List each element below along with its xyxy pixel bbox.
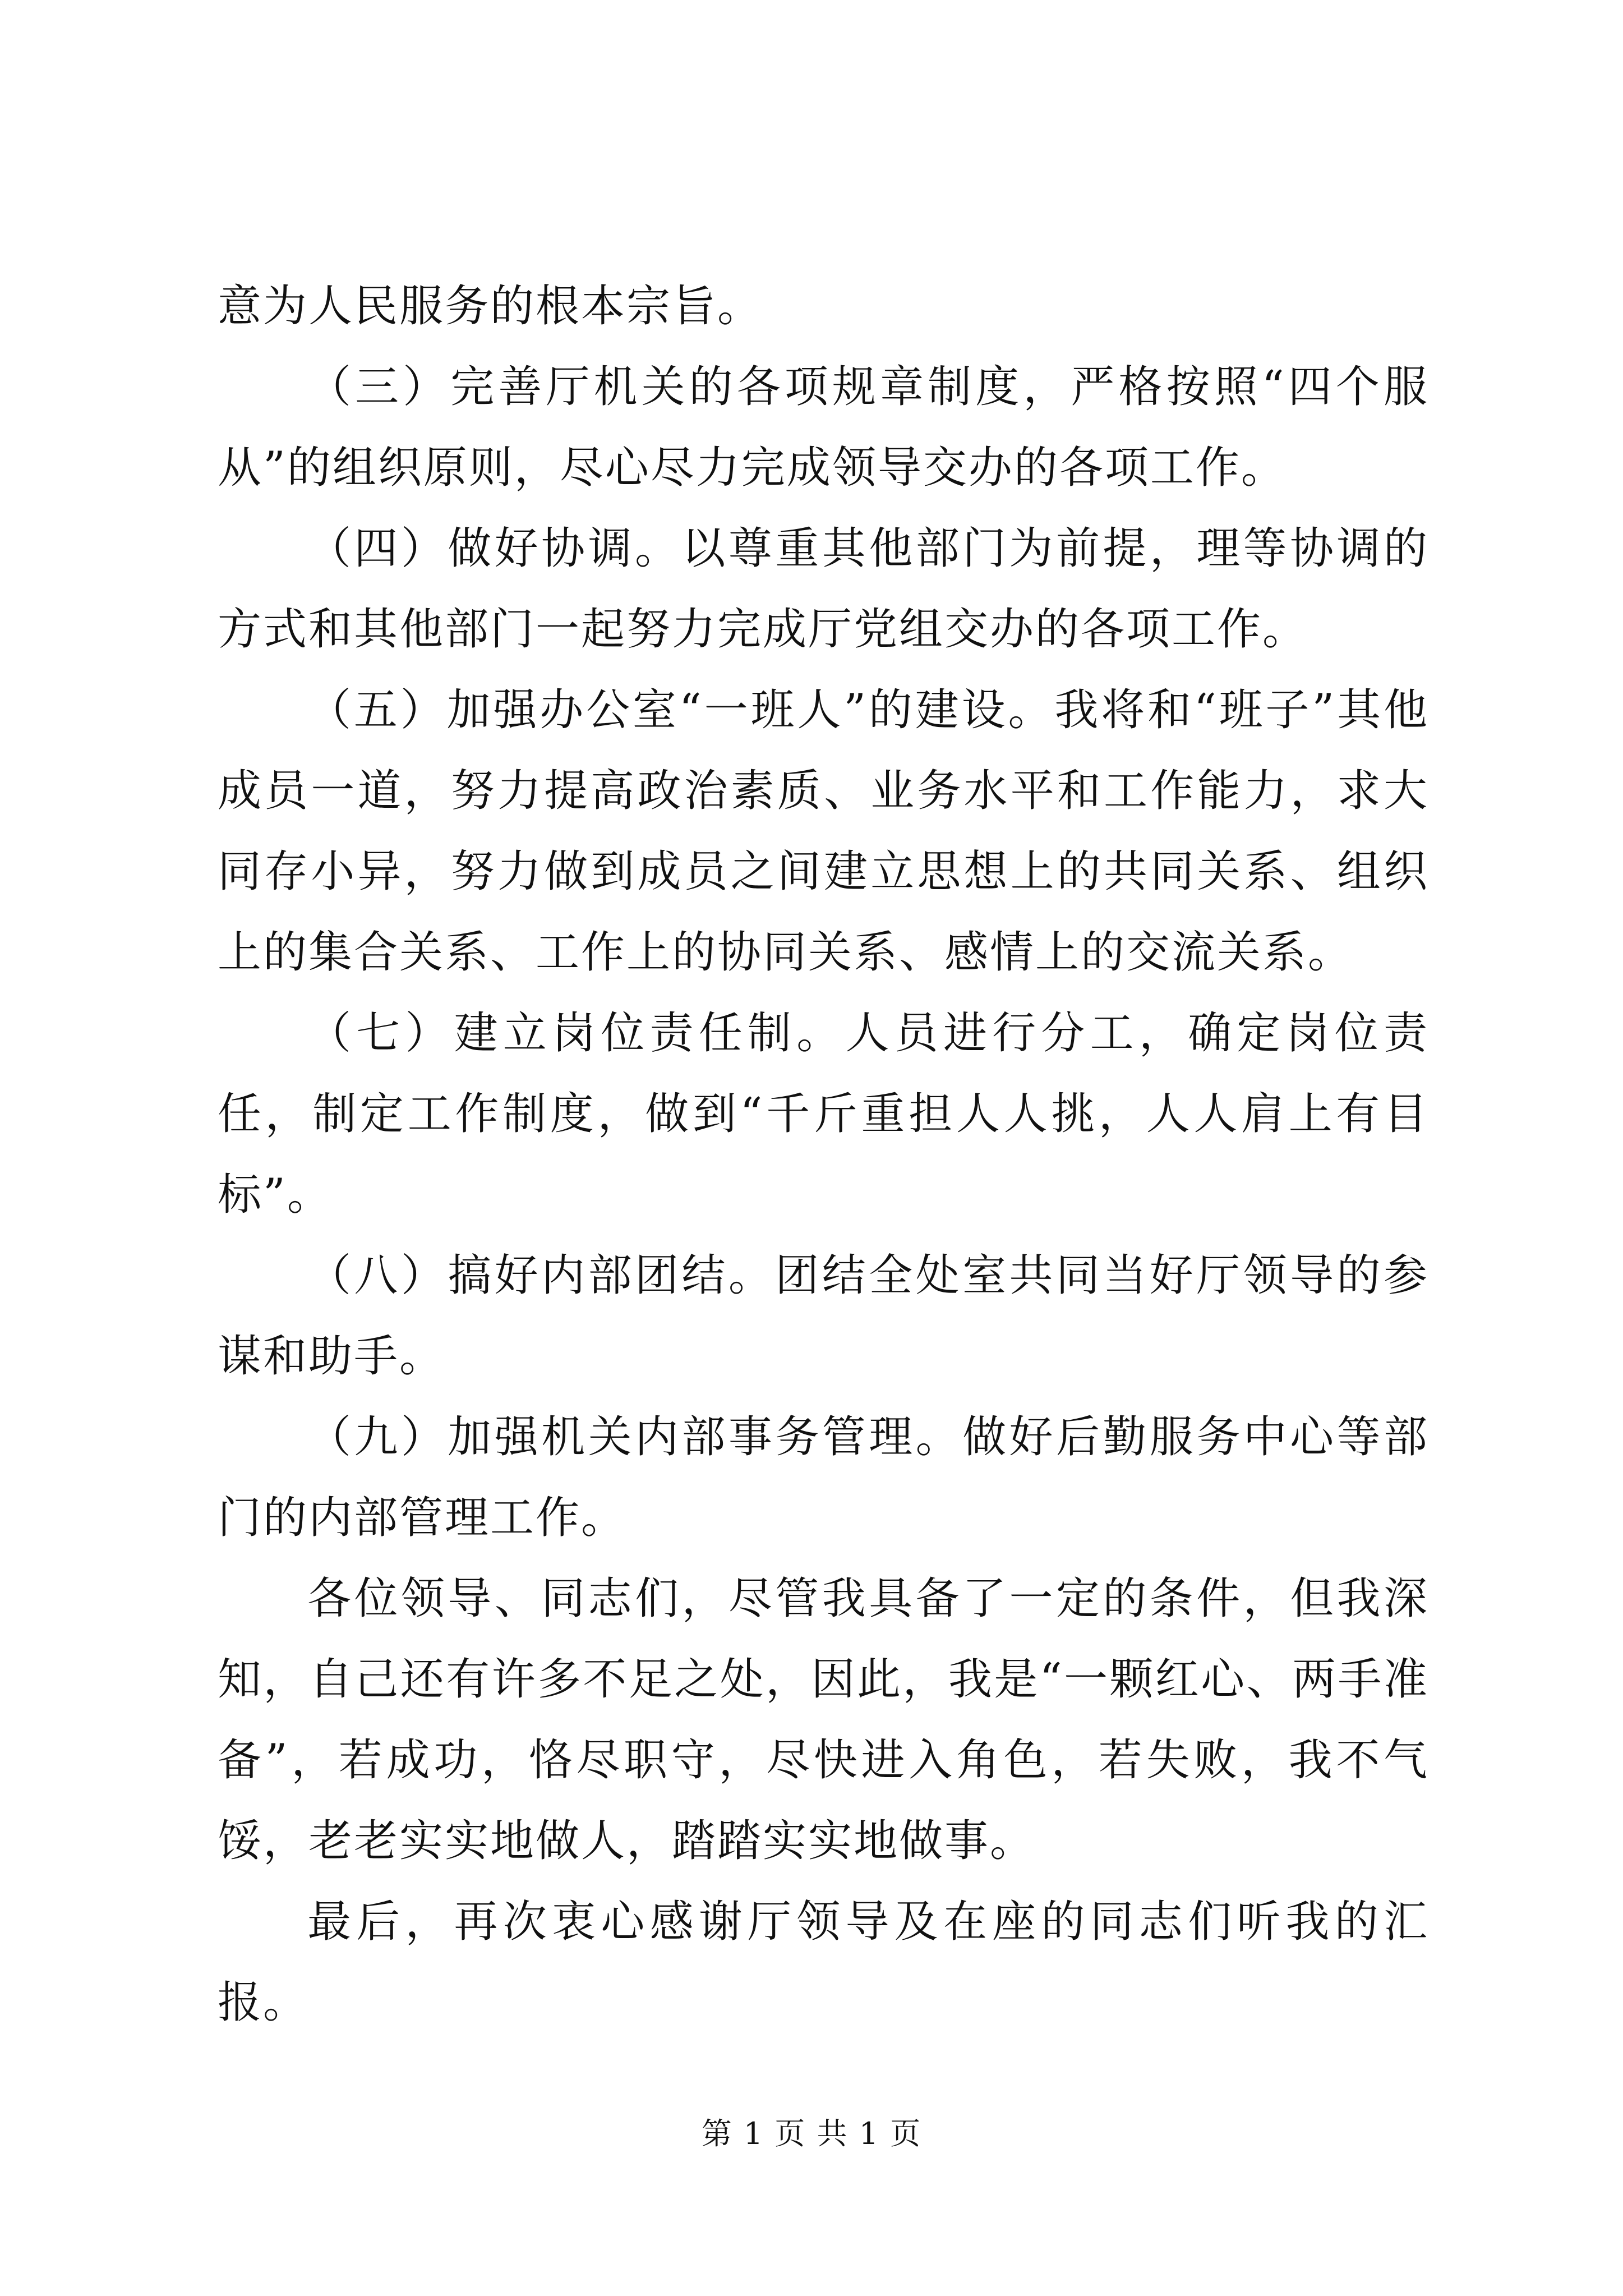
paragraph-item-3: （三）完善厅机关的各项规章制度，严格按照“四个服从”的组织原则，尽心尽力完成领导交办的各项工作。 [218, 362, 1429, 493]
paragraph-item-4: （四）做好协调。以尊重其他部门为前提，理等协调的方式和其他部门一起努力完成厅党组交办的各项工作。 [218, 523, 1429, 655]
paragraph-continuation: 意为人民服务的根本宗旨。 [218, 281, 763, 332]
paragraph-thanks: 最后，再次衷心感谢厅领导及在座的同志们听我的汇报。 [218, 1897, 1429, 2028]
page-footer: 第 1 页 共 1 页 [701, 2116, 922, 2151]
paragraph-closing-statement: 各位领导、同志们，尽管我具备了一定的条件，但我深知，自己还有许多不足之处，因此，我是“一颗红心、两手准备”，若成功，恪尽职守，尽快进入角色，若失败，我不气馁，老老实实地做人，踏踏实实地做事。 [218, 1573, 1429, 1866]
paragraph-item-5: （五）加强办公室“一班人”的建设。我将和“班子”其他成员一道，努力提高政治素质、业务水平和工作能力，求大同存小异，努力做到成员之间建立思想上的共同关系、组织上的集合关系、工作上的协同关系、感情上的交流关系。 [218, 685, 1429, 978]
document-body [218, 266, 1429, 2043]
paragraph-item-9: （九）加强机关内部事务管理。做好后勤服务中心等部门的内部管理工作。 [218, 1412, 1429, 1543]
paragraph-item-7: （七）建立岗位责任制。人员进行分工，确定岗位责任，制定工作制度，做到“千斤重担人人挑，人人肩上有目标”。 [218, 1008, 1429, 1220]
paragraph-item-8: （八）搞好内部团结。团结全处室共同当好厅领导的参谋和助手。 [218, 1250, 1429, 1382]
